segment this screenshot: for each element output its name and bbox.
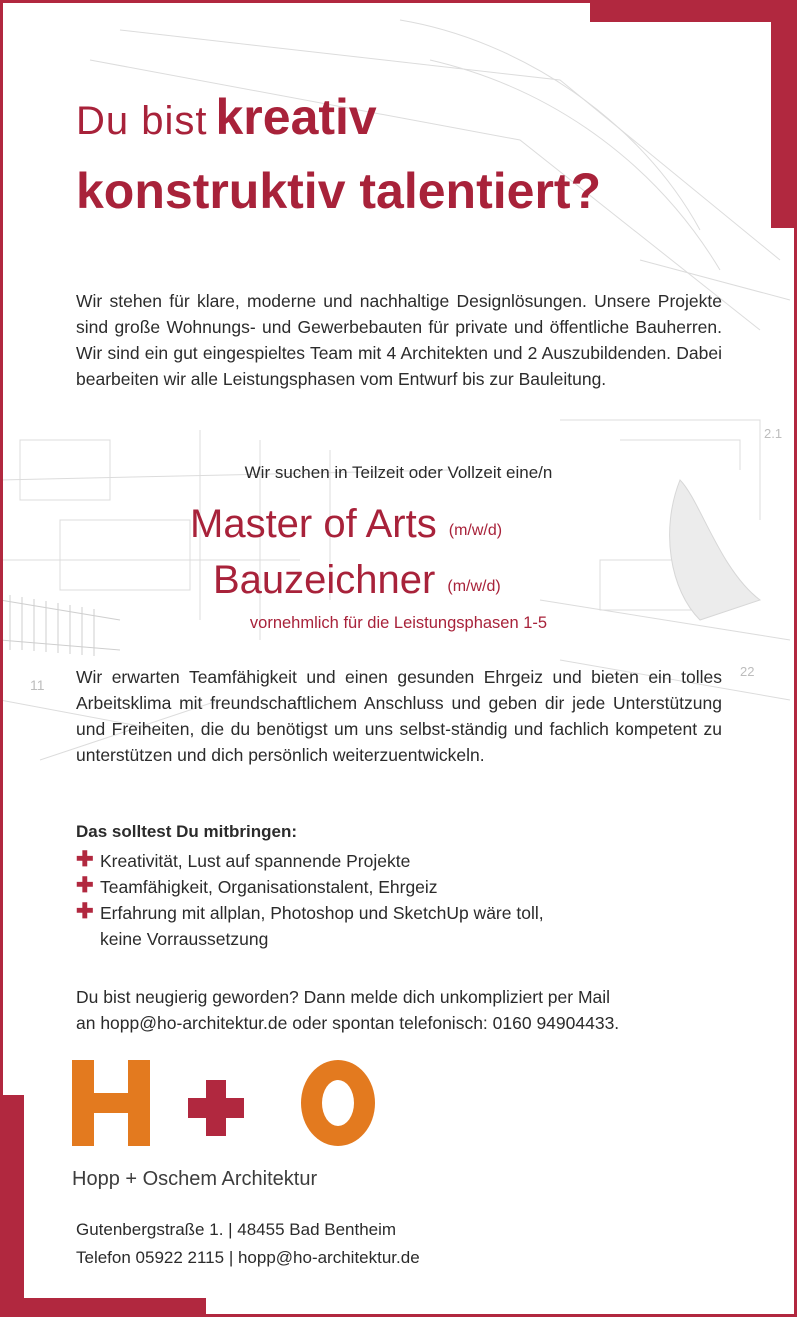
logo-letter-h — [72, 1060, 150, 1146]
job-title-2 — [213, 558, 501, 603]
sketch-label-a: 2.1 — [764, 426, 783, 441]
list-item — [76, 900, 726, 952]
requirement-continuation: keine Vorraussetzung — [100, 929, 269, 949]
sketch-label-b: 11 — [30, 677, 45, 693]
phases-subtitle: vornehmlich für die Leistungsphasen 1-5 — [249, 614, 548, 632]
logo-name: Hopp + Oschem Architektur — [72, 1168, 318, 1190]
logo-letter-o — [301, 1060, 375, 1146]
list-item — [76, 874, 726, 900]
requirements-heading: Das solltest Du mitbringen: — [76, 822, 298, 841]
expectations-paragraph: Wir erwarten Teamfähigkeit und einen gesunden Ehrgeiz und bieten ein tolles Arbeitsklima mit freundschaftlichem Anschluss und geben dir jede Unterstützung und Freiheiten, die du benötigst um uns selbst-ständig und fachlich kompetent zu unterstützen und dich persönlich weiterzuentwickeln. — [76, 667, 722, 765]
company-logo — [72, 1060, 392, 1156]
apply-paragraph — [76, 984, 722, 1036]
address-block — [76, 1216, 420, 1272]
requirement-text: Kreativität, Lust auf spannende Projekte — [100, 851, 411, 871]
headline-bold: kreativ — [215, 89, 377, 145]
job-title-1-text: Master of Arts — [190, 502, 437, 546]
apply-line-1: Du bist neugierig geworden? Dann melde dich unkompliziert per Mail — [76, 987, 611, 1007]
plus-icon: ✚ — [76, 848, 94, 871]
plus-icon — [188, 1080, 244, 1136]
requirements-list — [76, 848, 726, 952]
headline-light: Du bist — [76, 99, 208, 143]
intro-paragraph: Wir stehen für klare, moderne und nachhaltige Designlösungen. Unsere Projekte sind große Wohnungs- und Gewerbebauten für private und öffentliche Bauherren. Wir sind ein gut eingespieltes Team mit 4 Architekten und 2 Auszubildenden. Dabei bearbeiten wir alle Leistungsphasen vom Entwurf bis zur Bauleitung. — [76, 291, 722, 389]
requirement-text: Teamfähigkeit, Organisationstalent, Ehrgeiz — [100, 877, 438, 897]
apply-line-2: an hopp@ho-architektur.de oder spontan telefonisch: 0160 94904433. — [76, 1013, 620, 1033]
plus-icon: ✚ — [76, 900, 94, 923]
address-line-2: Telefon 05922 2115 | hopp@ho-architektur.de — [76, 1248, 420, 1267]
job-title-2-text: Bauzeichner — [213, 558, 436, 602]
search-line: Wir suchen in Teilzeit oder Vollzeit eine/n — [244, 463, 553, 482]
job-title-1-tag: (m/w/d) — [448, 522, 503, 539]
requirement-text: Erfahrung mit allplan, Photoshop und SketchUp wäre toll, — [100, 903, 544, 923]
headline-line-2: konstruktiv talentiert? — [76, 163, 602, 219]
headline — [76, 89, 756, 219]
sketch-label-c: 22 — [740, 664, 755, 679]
address-line-1: Gutenbergstraße 1. | 48455 Bad Bentheim — [76, 1220, 397, 1239]
job-title-1 — [190, 502, 502, 547]
list-item — [76, 848, 726, 874]
headline-line-1 — [76, 89, 756, 145]
plus-icon: ✚ — [76, 874, 94, 897]
job-title-2-tag: (m/w/d) — [447, 578, 501, 595]
